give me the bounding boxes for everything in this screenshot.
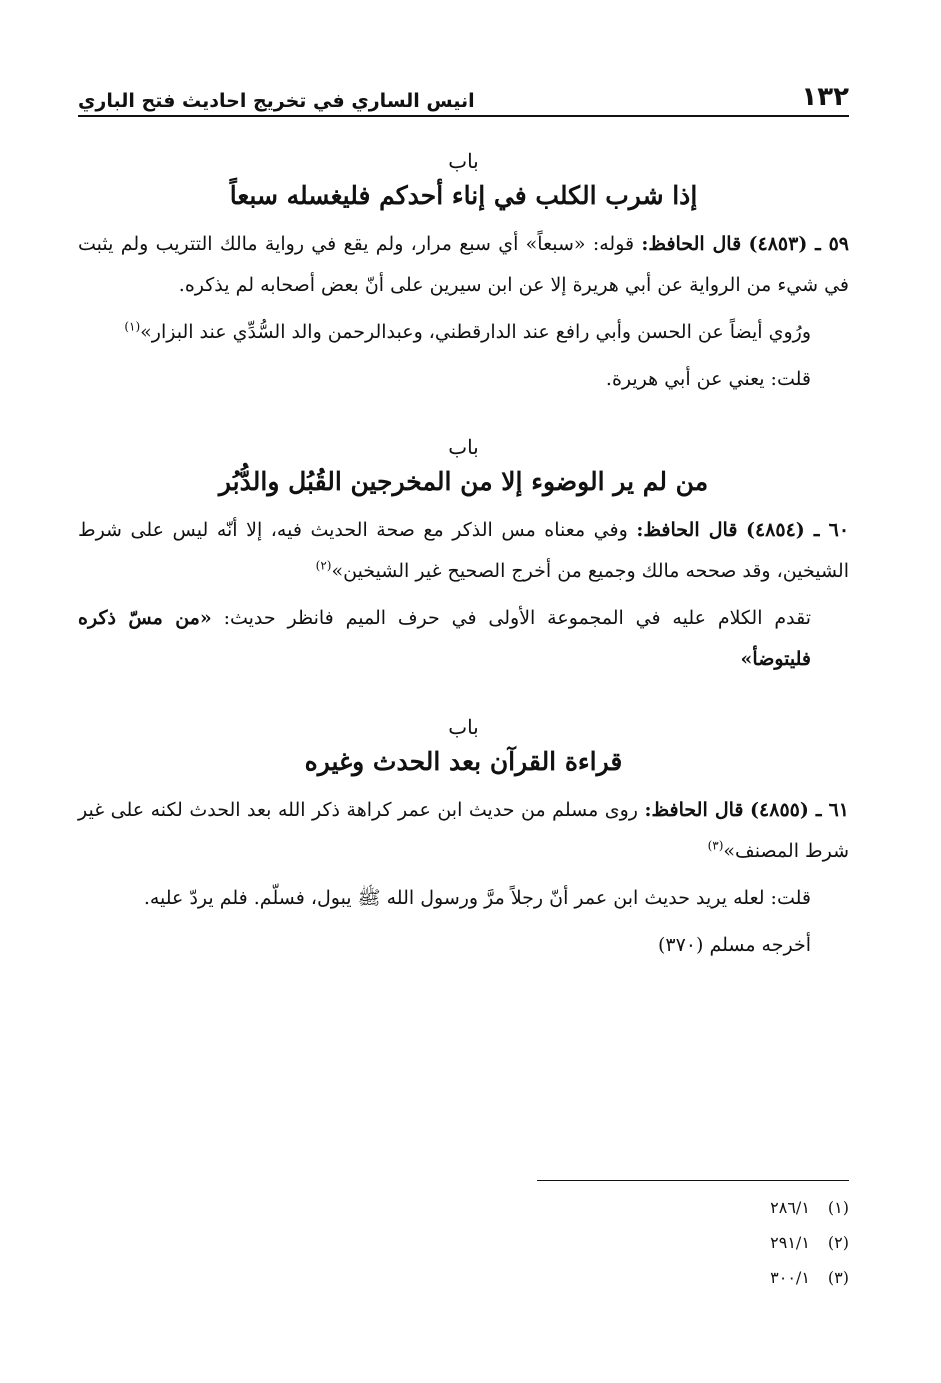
- hadith-entry: [78, 510, 849, 592]
- hadith-speaker: قال الحافظ:: [641, 233, 742, 255]
- hadith-entry: [78, 790, 849, 872]
- takhrij-line: أخرجه مسلم (٣٧٠): [657, 934, 811, 956]
- hadith-entry: [78, 224, 849, 306]
- chapter-title: إذا شرب الكلب في إناء أحدكم فليغسله سبعاً: [229, 181, 698, 210]
- hadith-speaker: قال الحافظ:: [636, 519, 738, 541]
- footnote-item: [449, 1190, 849, 1225]
- footnote-reference: ٢٩١/١: [770, 1233, 810, 1252]
- bab-label: باب: [448, 435, 479, 459]
- qult-paragraph: قلت: يعني عن أبي هريرة.: [605, 368, 811, 390]
- paragraph-text: ورُوي أيضاً عن الحسن وأبي رافع عند الدارقطني، وعبدالرحمن والد السُّدِّي عند البزار»: [140, 321, 811, 343]
- footnote-number: (٢): [827, 1233, 849, 1252]
- footnote-reference: ٢٨٦/١: [770, 1198, 810, 1217]
- bab-label: باب: [448, 149, 479, 173]
- running-header: [78, 78, 849, 112]
- chapter-title: من لم ير الوضوء إلا من المخرجين القُبُل والدُّبُر: [218, 467, 709, 496]
- section-59: [78, 146, 849, 400]
- footnote-marker: (٢): [315, 558, 332, 573]
- hadith-number: ٥٩ ـ (٤٨٥٣): [748, 233, 850, 255]
- footnotes: [449, 1190, 849, 1295]
- additional-paragraph: [78, 312, 849, 353]
- header-rule: [78, 115, 849, 117]
- hadith-text: قوله: «سبعاً» أي سبع مرار، ولم يقع في رواية مالك التتريب ولم يثبت في شيء من الرواية عن أبي هريرة إلا عن ابن سيرين على أنّ بعض أصحابه لم يذكره.: [78, 233, 849, 296]
- additional-paragraph: [78, 598, 849, 680]
- section-61: [78, 712, 849, 966]
- footnote-separator: [537, 1180, 849, 1181]
- page-number: ١٣٢: [801, 82, 849, 112]
- page-body: [78, 140, 849, 966]
- footnote-item: [449, 1225, 849, 1260]
- bab-label: باب: [448, 715, 479, 739]
- paragraph-text: تقدم الكلام عليه في المجموعة الأولى في حرف الميم فانظر حديث:: [223, 607, 811, 629]
- hadith-number: ٦٠ ـ (٤٨٥٤): [745, 519, 850, 541]
- section-60: [78, 432, 849, 680]
- footnote-marker: (٣): [707, 838, 724, 853]
- footnote-number: (٣): [827, 1268, 849, 1287]
- cited-hadith: «من مسّ ذكره فليتوضأ»: [78, 607, 811, 670]
- hadith-number: ٦١ ـ (٤٨٥٥): [750, 799, 849, 821]
- qult-paragraph: قلت: لعله يريد حديث ابن عمر أنّ رجلاً مرَّ ورسول الله ﷺ يبول، فسلّم. فلم يردّ عليه.: [143, 887, 811, 909]
- footnote-number: (١): [827, 1198, 849, 1217]
- book-title: انيس الساري في تخريج احاديث فتح الباري: [78, 90, 475, 112]
- footnote-item: [449, 1260, 849, 1295]
- footnote-reference: ٣٠٠/١: [770, 1268, 810, 1287]
- hadith-text: وفي معناه مس الذكر مع صحة الحديث فيه، إلا أنّه ليس على شرط الشيخين، وقد صححه مالك وجميع من أخرج الصحيح غير الشيخين»: [78, 519, 849, 582]
- footnote-marker: (١): [124, 319, 141, 334]
- hadith-speaker: قال الحافظ:: [644, 799, 744, 821]
- chapter-title: قراءة القرآن بعد الحدث وغيره: [304, 747, 623, 776]
- hadith-text: روى مسلم من حديث ابن عمر كراهة ذكر الله بعد الحدث لكنه على غير شرط المصنف»: [78, 799, 849, 862]
